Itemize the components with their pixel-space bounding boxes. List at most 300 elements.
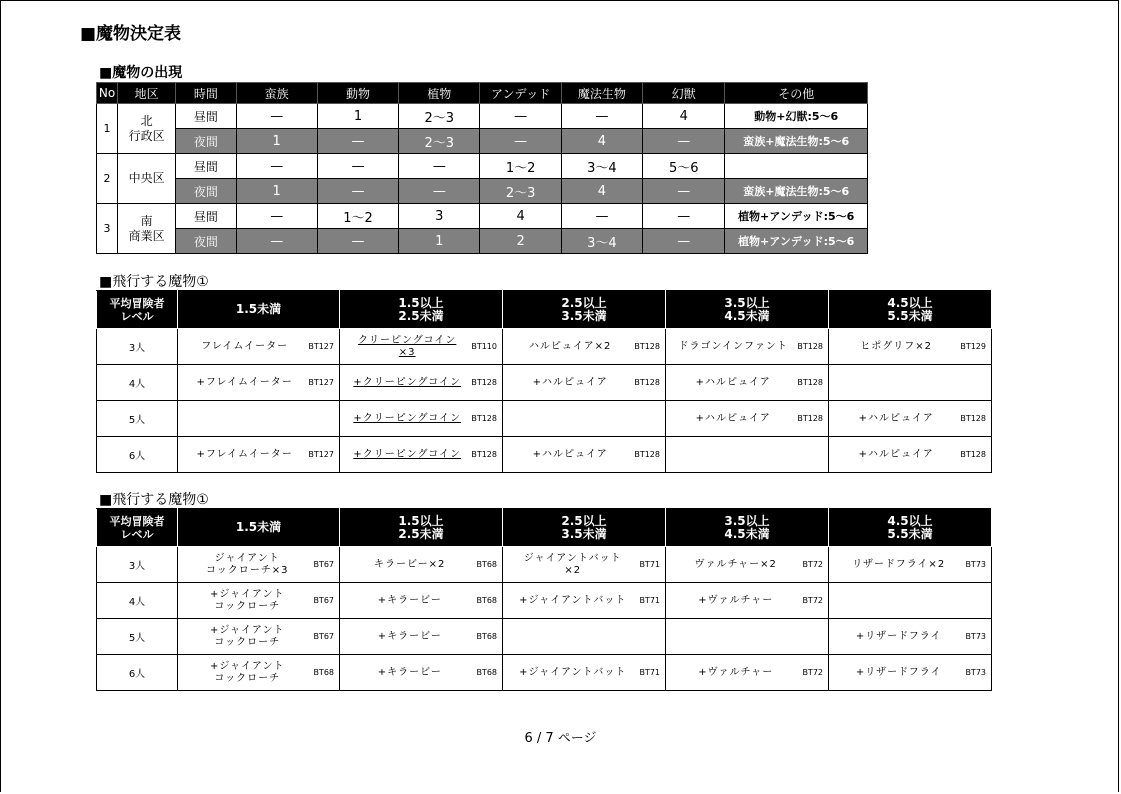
monster-cell (178, 401, 340, 437)
book-ref: BT68 (476, 668, 497, 677)
header-line: 2.5以上 (561, 513, 607, 528)
value-cell: 2〜3 (480, 179, 561, 204)
header-line: レベル (120, 309, 154, 323)
monster-cell (829, 655, 992, 691)
page-title: ■魔物決定表 (80, 24, 182, 44)
value-cell: — (561, 104, 642, 129)
monster-entry (666, 329, 828, 364)
book-ref: BT68 (476, 632, 497, 641)
monster-entry (503, 329, 665, 364)
col-header (829, 509, 992, 547)
monster-name-line: ×2 (564, 564, 582, 576)
monster-entry (503, 437, 665, 472)
party-size: 6人 (97, 437, 178, 473)
value-cell: — (317, 179, 398, 204)
monster-name-line: +ハルピュイア (858, 448, 934, 460)
book-ref: BT128 (797, 414, 823, 423)
monster-name-line: ヒポグリフ×2 (860, 340, 933, 352)
col-header: 幻獣 (643, 83, 725, 104)
flying-body (97, 547, 992, 691)
monster-cell (340, 329, 503, 365)
col-header: 魔法生物 (561, 83, 642, 104)
book-ref: BT68 (476, 596, 497, 605)
monster-cell (829, 583, 992, 619)
monster-entry (340, 655, 502, 690)
book-ref: BT68 (476, 560, 497, 569)
value-cell: 3 (399, 204, 480, 229)
monster-name-line: クリーピングコイン (358, 334, 457, 346)
monster-name-line: ×3 (398, 346, 416, 358)
col-header (97, 291, 178, 329)
header-line: 平均冒険者 (109, 514, 165, 528)
value-cell: — (643, 204, 725, 229)
flying-body (97, 329, 992, 473)
col-header: 蛮族 (236, 83, 317, 104)
monster-name-line: +リザードフライ (855, 630, 942, 642)
monster-name (346, 377, 468, 389)
monster-entry (829, 547, 991, 582)
value-cell: 2〜3 (399, 104, 480, 129)
book-ref: BT127 (308, 378, 334, 387)
book-ref: BT72 (802, 596, 823, 605)
table-row (97, 401, 992, 437)
table-row (97, 655, 992, 691)
monster-cell (503, 619, 666, 655)
monster-cell (503, 365, 666, 401)
book-ref: BT127 (308, 342, 334, 351)
monster-cell (829, 329, 992, 365)
party-size: 6人 (97, 655, 178, 691)
col-header: No (97, 83, 118, 104)
monster-name (835, 559, 962, 571)
party-size: 3人 (97, 547, 178, 583)
col-header (340, 291, 503, 329)
header-line: 2.5未満 (398, 308, 444, 323)
header-line: 5.5未満 (887, 526, 933, 541)
col-header (666, 291, 829, 329)
value-cell: 1〜2 (480, 154, 561, 179)
value-cell: 3〜4 (561, 229, 642, 254)
value-cell: — (480, 104, 561, 129)
monster-entry (829, 401, 991, 436)
monster-entry (340, 619, 502, 654)
value-cell: — (317, 229, 398, 254)
monster-cell (340, 365, 503, 401)
col-header (178, 509, 340, 547)
region-no: 1 (97, 104, 118, 154)
monster-entry (503, 547, 665, 582)
monster-cell (340, 437, 503, 473)
value-cell: — (643, 179, 725, 204)
monster-entry (340, 365, 502, 400)
monster-cell (178, 547, 340, 583)
monster-name (346, 667, 473, 679)
header-line: 4.5以上 (887, 295, 933, 310)
value-cell: — (643, 129, 725, 154)
book-ref: BT71 (639, 560, 660, 569)
table-row (97, 619, 992, 655)
header-line: 2.5未満 (398, 526, 444, 541)
monster-cell (829, 619, 992, 655)
monster-entry (666, 365, 828, 400)
book-ref: BT71 (639, 596, 660, 605)
monster-entry (666, 583, 828, 618)
value-cell: — (643, 229, 725, 254)
book-ref: BT67 (313, 596, 334, 605)
monster-name (184, 341, 305, 353)
book-ref: BT128 (797, 378, 823, 387)
monster-name-line: +ジャイアント (209, 660, 285, 672)
header-line: 3.5以上 (724, 513, 770, 528)
monster-name (509, 595, 636, 607)
header-line: 3.5未満 (561, 308, 607, 323)
monster-name-line: +ハルピュイア (695, 376, 771, 388)
monster-cell (178, 437, 340, 473)
monster-name-line: +ヴァルチャー (698, 594, 774, 606)
monster-name-line: +ハルピュイア (858, 412, 934, 424)
monster-entry (829, 329, 991, 364)
monster-entry (829, 655, 991, 690)
value-cell: — (317, 154, 398, 179)
flying-monster-table-1 (96, 290, 992, 473)
monster-name-line: +ジャイアントバット (519, 594, 627, 606)
monster-name (184, 661, 310, 685)
monster-entry (178, 329, 339, 364)
monster-name (835, 667, 962, 679)
monster-cell (666, 401, 829, 437)
monster-cell (503, 437, 666, 473)
monster-entry (503, 365, 665, 400)
value-cell: — (480, 129, 561, 154)
book-ref: BT68 (313, 668, 334, 677)
monster-name-line: +フレイムイーター (196, 448, 293, 460)
time-label: 昼間 (176, 104, 236, 129)
region-name: 北 行政区 (118, 104, 176, 154)
header-line: 5.5未満 (887, 308, 933, 323)
monster-cell (340, 619, 503, 655)
book-ref: BT128 (797, 342, 823, 351)
monster-name (346, 595, 473, 607)
col-header (829, 291, 992, 329)
monster-name-line: +ジャイアント (209, 588, 285, 600)
monster-name-line: +ジャイアント (209, 624, 285, 636)
value-cell: 4 (561, 129, 642, 154)
monster-cell (503, 329, 666, 365)
header-line: 4.5以上 (887, 513, 933, 528)
flying-monster-table-2 (96, 508, 992, 691)
col-header (97, 509, 178, 547)
monster-cell (340, 547, 503, 583)
monster-name-line: フレイムイーター (201, 340, 289, 352)
monster-name-line: +ハルピュイア (532, 448, 608, 460)
party-size: 5人 (97, 619, 178, 655)
monster-name (184, 589, 310, 613)
monster-name-line: コックローチ (214, 600, 281, 612)
monster-name (835, 449, 957, 461)
flying-header-row (97, 291, 992, 329)
monster-name (184, 553, 310, 577)
monster-entry (178, 365, 339, 400)
col-header: 動物 (317, 83, 398, 104)
region-no: 2 (97, 154, 118, 204)
region-name: 南 商業区 (118, 204, 176, 254)
region-name: 中央区 (118, 154, 176, 204)
page-number: 6 / 7 ページ (524, 731, 597, 746)
other-cell: 蛮族+魔法生物:5〜6 (725, 129, 868, 154)
header-line: 1.5未満 (235, 302, 282, 316)
monster-name (346, 631, 473, 643)
monster-entry (178, 437, 339, 472)
monster-name (509, 667, 636, 679)
monster-entry (503, 655, 665, 690)
monster-entry (666, 547, 828, 582)
section-title-flying-2: ■飛行する魔物① (99, 492, 209, 508)
value-cell: 1 (236, 179, 317, 204)
monster-name (672, 559, 799, 571)
header-line: 1.5以上 (398, 295, 444, 310)
table-row (97, 583, 992, 619)
monster-cell (503, 583, 666, 619)
value-cell: 1〜2 (317, 204, 398, 229)
book-ref: BT73 (965, 632, 986, 641)
time-label: 夜間 (176, 129, 236, 154)
monster-name-line: +キラービー (377, 666, 442, 678)
monster-cell (340, 655, 503, 691)
book-ref: BT67 (313, 560, 334, 569)
header-line: レベル (120, 527, 154, 541)
value-cell: — (236, 104, 317, 129)
other-cell: 植物+アンデッド:5〜6 (725, 204, 868, 229)
monster-name-line: +フレイムイーター (196, 376, 293, 388)
header-line: 1.5未満 (235, 520, 282, 534)
monster-entry (666, 655, 828, 690)
value-cell: — (317, 129, 398, 154)
monster-name (672, 667, 799, 679)
value-cell: — (236, 154, 317, 179)
monster-entry (178, 655, 339, 690)
table-row (97, 154, 868, 179)
region-no: 3 (97, 204, 118, 254)
party-size: 5人 (97, 401, 178, 437)
header-line: 4.5未満 (724, 308, 770, 323)
monster-cell (666, 547, 829, 583)
book-ref: BT128 (471, 414, 497, 423)
monster-entry (340, 547, 502, 582)
monster-name-line: ジャイアントバット (523, 552, 622, 564)
monster-cell (666, 583, 829, 619)
book-ref: BT72 (802, 668, 823, 677)
monster-name (835, 341, 957, 353)
table-row (97, 204, 868, 229)
col-header: アンデッド (480, 83, 561, 104)
monster-entry (829, 437, 991, 472)
col-header: その他 (725, 83, 868, 104)
other-cell: 動物+幻獣:5〜6 (725, 104, 868, 129)
party-size: 4人 (97, 365, 178, 401)
book-ref: BT110 (471, 342, 497, 351)
book-ref: BT73 (965, 560, 986, 569)
monster-entry (340, 329, 502, 364)
value-cell: 5〜6 (643, 154, 725, 179)
monster-cell (503, 401, 666, 437)
monster-name (509, 377, 631, 389)
monster-name-line: +クリーピングコイン (353, 448, 462, 460)
header-line: 1.5以上 (398, 513, 444, 528)
monster-name-line: リザードフライ×2 (852, 558, 946, 570)
section-title-flying-1: ■飛行する魔物① (99, 274, 209, 290)
book-ref: BT128 (634, 450, 660, 459)
monster-name (346, 413, 468, 425)
value-cell: — (236, 229, 317, 254)
monster-cell (829, 401, 992, 437)
value-cell: 1 (236, 129, 317, 154)
monster-name-line: ハルピュイア×2 (528, 340, 612, 352)
monster-entry (829, 619, 991, 654)
value-cell: — (399, 179, 480, 204)
col-header (178, 291, 340, 329)
table-row (97, 365, 992, 401)
monster-cell (340, 583, 503, 619)
table-row (97, 179, 868, 204)
value-cell: 4 (643, 104, 725, 129)
monster-name (184, 377, 305, 389)
monster-name-line: コックローチ (214, 636, 281, 648)
header-line: 平均冒険者 (109, 296, 165, 310)
other-cell: 蛮族+魔法生物:5〜6 (725, 179, 868, 204)
table-row (97, 437, 992, 473)
monster-entry (666, 401, 828, 436)
monster-cell (340, 401, 503, 437)
monster-name (509, 449, 631, 461)
appearance-table (96, 82, 868, 254)
table-row (97, 229, 868, 254)
monster-name-line: +ハルピュイア (695, 412, 771, 424)
value-cell: 4 (480, 204, 561, 229)
value-cell: 2〜3 (399, 129, 480, 154)
book-ref: BT128 (960, 414, 986, 423)
col-header: 植物 (399, 83, 480, 104)
value-cell: 1 (317, 104, 398, 129)
monster-name-line: コックローチ (214, 672, 281, 684)
monster-cell (666, 437, 829, 473)
monster-name (346, 449, 468, 461)
col-header (666, 509, 829, 547)
monster-name-line: ジャイアント (214, 552, 280, 564)
monster-cell (666, 329, 829, 365)
monster-cell (666, 365, 829, 401)
monster-name (346, 559, 473, 571)
monster-name-line: +クリーピングコイン (353, 412, 462, 424)
monster-name (835, 631, 962, 643)
value-cell: 2 (480, 229, 561, 254)
monster-name-line: +ヴァルチャー (698, 666, 774, 678)
monster-name-line: ヴァルチャー×2 (694, 558, 777, 570)
monster-entry (503, 583, 665, 618)
monster-name (509, 341, 631, 353)
time-label: 昼間 (176, 204, 236, 229)
monster-cell (829, 437, 992, 473)
time-label: 夜間 (176, 229, 236, 254)
book-ref: BT129 (960, 342, 986, 351)
value-cell: — (236, 204, 317, 229)
time-label: 夜間 (176, 179, 236, 204)
monster-cell (666, 655, 829, 691)
monster-cell (829, 365, 992, 401)
monster-name-line: +ジャイアントバット (519, 666, 627, 678)
col-header: 地区 (118, 83, 176, 104)
book-ref: BT72 (802, 560, 823, 569)
monster-cell (178, 365, 340, 401)
monster-name-line: コックローチ×3 (205, 564, 289, 576)
monster-cell (178, 583, 340, 619)
monster-cell (503, 547, 666, 583)
table-row (97, 547, 992, 583)
table-row (97, 129, 868, 154)
monster-name-line: +クリーピングコイン (353, 376, 462, 388)
monster-name (672, 595, 799, 607)
other-cell (725, 154, 868, 179)
monster-entry (178, 619, 339, 654)
monster-cell (178, 619, 340, 655)
value-cell: — (399, 154, 480, 179)
monster-cell (503, 655, 666, 691)
table-row (97, 329, 992, 365)
monster-name-line: キラービー×2 (374, 558, 446, 570)
header-line: 3.5以上 (724, 295, 770, 310)
monster-entry (340, 401, 502, 436)
col-header (503, 291, 666, 329)
monster-entry (178, 547, 339, 582)
value-cell: 3〜4 (561, 154, 642, 179)
col-header (503, 509, 666, 547)
monster-name-line: +キラービー (377, 594, 442, 606)
book-ref: BT128 (471, 378, 497, 387)
time-label: 昼間 (176, 154, 236, 179)
book-ref: BT128 (960, 450, 986, 459)
monster-name (184, 625, 310, 649)
book-ref: BT127 (308, 450, 334, 459)
flying-header-row (97, 509, 992, 547)
monster-cell (178, 655, 340, 691)
value-cell: 4 (561, 179, 642, 204)
monster-entry (340, 583, 502, 618)
header-line: 3.5未満 (561, 526, 607, 541)
monster-name (184, 449, 305, 461)
header-line: 2.5以上 (561, 295, 607, 310)
value-cell: — (561, 204, 642, 229)
party-size: 4人 (97, 583, 178, 619)
monster-name-line: +リザードフライ (855, 666, 942, 678)
value-cell: 1 (399, 229, 480, 254)
monster-name (672, 377, 794, 389)
monster-cell (829, 547, 992, 583)
party-size: 3人 (97, 329, 178, 365)
book-ref: BT73 (965, 668, 986, 677)
appearance-header-row (97, 83, 868, 104)
section-title-appearance: ■魔物の出現 (99, 65, 183, 81)
monster-name (672, 413, 794, 425)
monster-name-line: +ハルピュイア (532, 376, 608, 388)
monster-entry (340, 437, 502, 472)
monster-cell (666, 619, 829, 655)
col-header: 時間 (176, 83, 236, 104)
book-ref: BT128 (471, 450, 497, 459)
book-ref: BT71 (639, 668, 660, 677)
monster-name-line: +キラービー (377, 630, 442, 642)
monster-entry (178, 583, 339, 618)
other-cell: 植物+アンデッド:5〜6 (725, 229, 868, 254)
monster-name (835, 413, 957, 425)
